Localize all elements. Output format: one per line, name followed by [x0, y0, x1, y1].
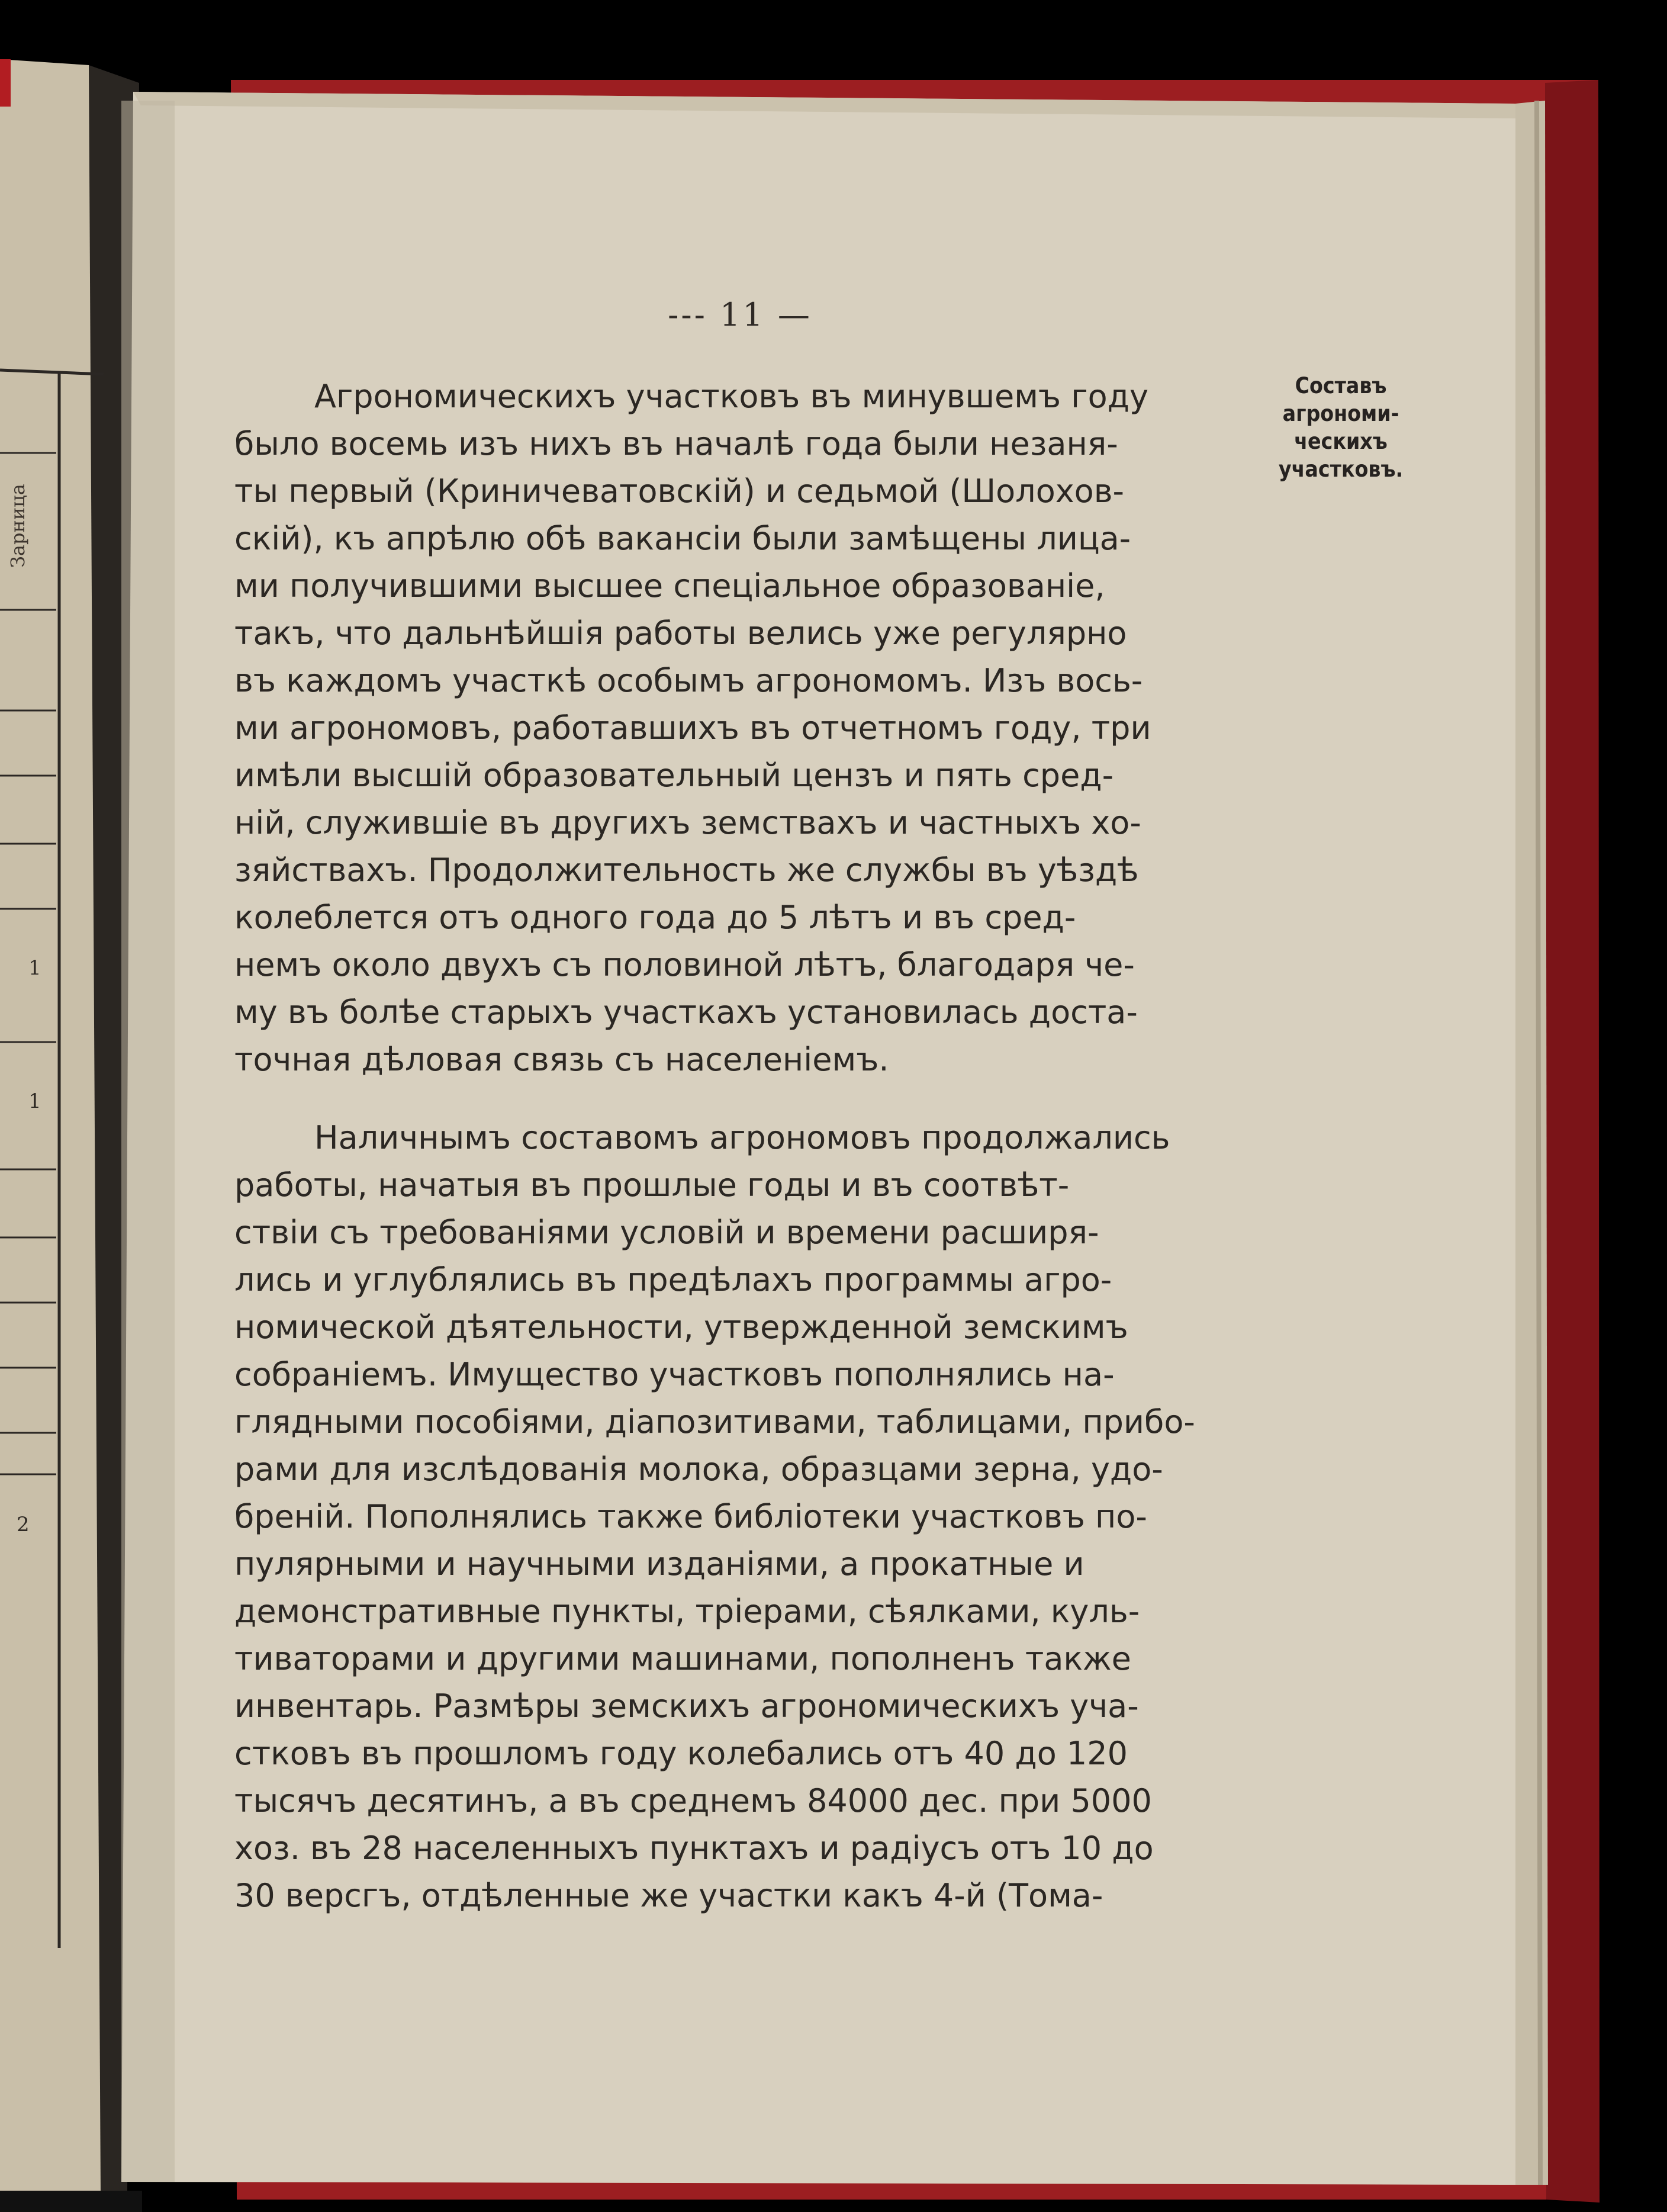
margin-note-line: участковъ.: [1278, 456, 1404, 482]
text-line: номической дѣятельности, утвержденной земскимъ: [234, 1308, 1128, 1346]
text-line: ствіи съ требованіями условій и времени расширя-: [234, 1214, 1099, 1251]
margin-note: [1255, 372, 1427, 483]
text-line: ній, служившіе въ другихъ земствахъ и частныхъ хо-: [234, 804, 1141, 841]
text-line: глядными пособіями, діапозитивами, таблицами, прибо-: [234, 1403, 1195, 1441]
text-line: точная дѣловая связь съ населеніемъ.: [234, 1041, 889, 1078]
text-line: зяйствахъ. Продолжительность же службы въ уѣздѣ: [234, 851, 1139, 889]
text-line: тиваторами и другими машинами, пополненъ также: [234, 1640, 1131, 1677]
text-line: стковъ въ прошломъ году колебались отъ 40 до 120: [234, 1735, 1128, 1772]
text-line: му въ болѣе старыхъ участкахъ установилась доста-: [234, 994, 1138, 1031]
text-line: такъ, что дальнѣйшія работы велись уже регулярно: [234, 615, 1127, 652]
text-line: колеблется отъ одного года до 5 лѣтъ и въ сред-: [234, 899, 1076, 936]
page-number: --- 11 —: [668, 296, 812, 333]
text-line: пулярными и научными изданіями, а прокатные и: [234, 1545, 1084, 1583]
margin-note-line: Составъ: [1295, 373, 1387, 398]
text-line: рами для изслѣдованія молока, образцами зерна, удо-: [234, 1451, 1163, 1488]
text-line: инвентарь. Размѣры земскихъ агрономическихъ уча-: [234, 1687, 1139, 1725]
text-line: хоз. въ 28 населенныхъ пунктахъ и радіусъ отъ 10 до: [234, 1830, 1154, 1867]
text-line: имѣли высшій образовательный цензъ и пять сред-: [234, 757, 1114, 794]
text-line: немъ около двухъ съ половиной лѣтъ, благодаря че-: [234, 946, 1135, 983]
left-margin-number: 2: [17, 1513, 30, 1536]
left-margin-number: 1: [28, 956, 41, 980]
text-line: демонстративные пункты, тріерами, сѣялками, куль-: [234, 1593, 1140, 1630]
text-line: Агрономическихъ участковъ въ минувшемъ году: [314, 378, 1148, 415]
text-line: 30 версгъ, отдѣленные же участки какъ 4-й (Тома-: [234, 1877, 1103, 1914]
margin-note-line: агрономи-: [1282, 401, 1399, 426]
text-line: лись и углублялись въ предѣлахъ программы агро-: [234, 1261, 1112, 1298]
text-line: работы, начатыя въ прошлые годы и въ соотвѣт-: [234, 1166, 1070, 1204]
text-line: въ каждомъ участкѣ особымъ агрономомъ. Изъ вось-: [234, 662, 1143, 699]
text-line: ты первый (Криничеватовскій) и седьмой (Шолохов-: [234, 472, 1125, 510]
text-line: скій), къ апрѣлю обѣ вакансіи были замѣщены лица-: [234, 520, 1131, 557]
text-line: тысячъ десятинъ, а въ среднемъ 84000 дес. при 5000: [234, 1782, 1152, 1819]
text-line: Наличнымъ составомъ агрономовъ продолжались: [314, 1119, 1170, 1156]
left-margin-number: 1: [28, 1089, 41, 1113]
text-line: бреній. Пополнялись также библіотеки участковъ по-: [234, 1498, 1147, 1535]
text-line: собраніемъ. Имущество участковъ пополнялись на-: [234, 1356, 1115, 1393]
text-line: было восемь изъ нихъ въ началѣ года были незаня-: [234, 425, 1118, 462]
text-line: ми агрономовъ, работавшихъ въ отчетномъ году, три: [234, 709, 1151, 747]
text-line: ми получившими высшее спеціальное образованіе,: [234, 567, 1105, 605]
left-page-spine-label: Зарница: [7, 484, 29, 568]
margin-note-line: ческихъ: [1294, 429, 1388, 454]
